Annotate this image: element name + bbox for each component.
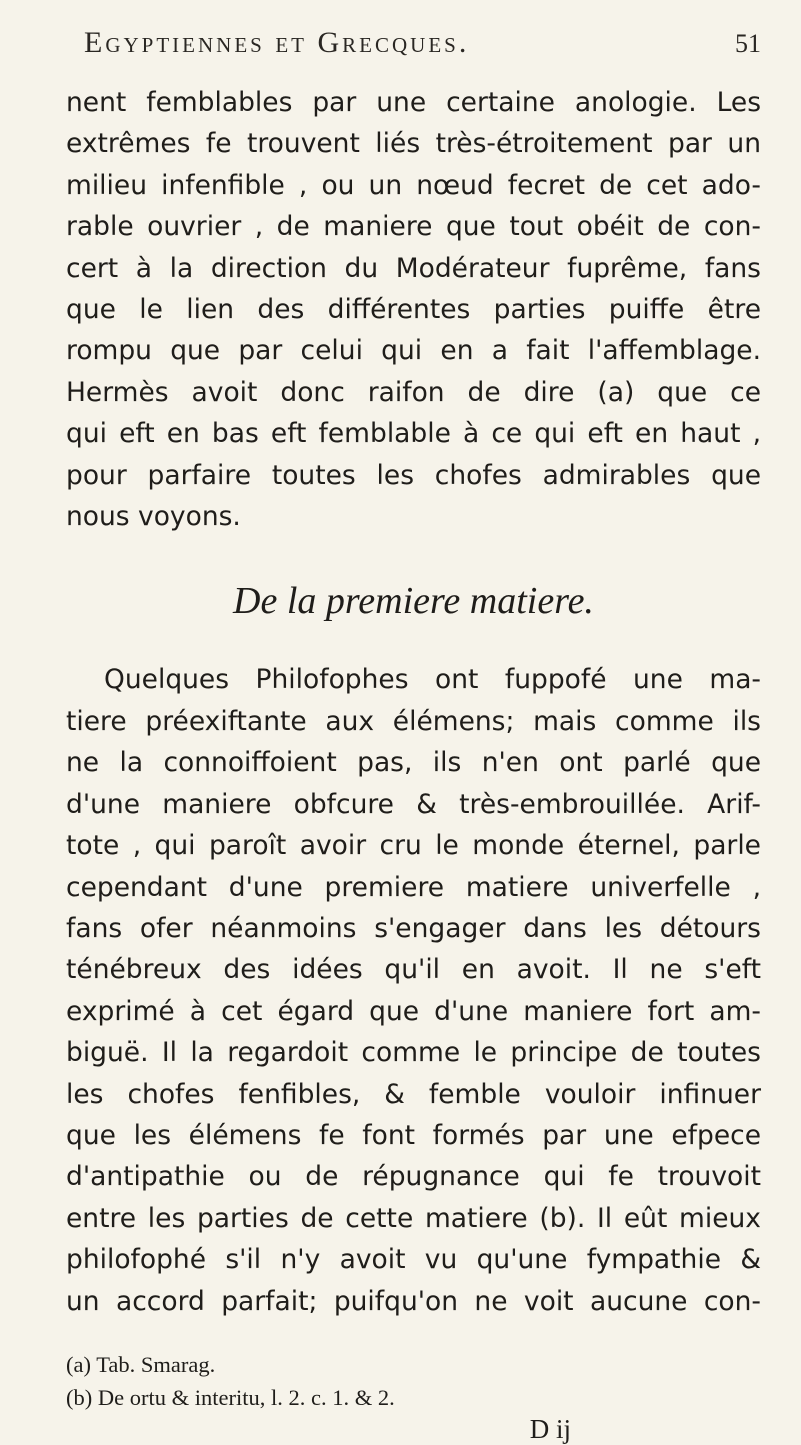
text-line: Hermès avoit donc raifon de dire (a) que ce xyxy=(66,376,761,408)
text-line: cert à la direction du Modérateur fuprême, fans xyxy=(66,252,761,284)
paragraph-1 xyxy=(66,82,761,537)
paragraph-2 xyxy=(66,659,761,1322)
text-line: les chofes fenfibles, & femble vouloir infinuer xyxy=(66,1078,761,1110)
running-head-title: Egyptiennes et Grecques. xyxy=(84,26,470,59)
text-line: d'antipathie ou de répugnance qui fe trouvoit xyxy=(66,1161,761,1193)
footnote-a: (a) Tab. Smarag. xyxy=(66,1351,216,1377)
text-line: d'une maniere obfcure & très-embrouillée. Arif- xyxy=(66,788,761,820)
text-line: tiere préexiftante aux élémens; mais comme ils xyxy=(66,705,761,737)
text-line: pour parfaire toutes les chofes admirables que xyxy=(66,459,761,491)
text-line: entre les parties de cette matiere (b). Il eût mieux xyxy=(66,1202,761,1234)
page-number: 51 xyxy=(735,29,761,58)
text-line: ne la connoiffoient pas, ils n'en ont parlé que xyxy=(66,747,761,779)
text-line: milieu infenfible , ou un nœud fecret de cet ado- xyxy=(66,169,761,201)
text-line: extrêmes fe trouvent liés très-étroitement par un xyxy=(66,128,761,160)
text-line: nent femblables par une certaine anologie. Les xyxy=(66,87,761,118)
section-heading: De la premiere matiere. xyxy=(233,580,594,623)
text-line: que le lien des différentes parties puiffe être xyxy=(66,294,761,326)
footnotes xyxy=(66,1348,761,1414)
text-line: nous voyons. xyxy=(66,501,241,533)
footnote-b: (b) De ortu & interitu, l. 2. c. 1. & 2. xyxy=(66,1384,395,1410)
text-line: tote , qui paroît avoir cru le monde éternel, parle xyxy=(66,830,761,862)
text-line: fans ofer néanmoins s'engager dans les détours xyxy=(66,912,761,944)
text-line: ténébreux des idées qu'il en avoit. Il ne s'eft xyxy=(66,954,761,986)
text-line: rompu que par celui qui en a fait l'affemblage. xyxy=(66,335,761,367)
text-line: Quelques Philofophes ont fuppofé une ma- xyxy=(104,664,761,696)
text-line: philofophé s'il n'y avoit vu qu'une fympathie & xyxy=(66,1244,761,1276)
text-line: exprimé à cet égard que d'une maniere fort am- xyxy=(66,995,761,1027)
running-head xyxy=(84,26,761,74)
signature-mark: D ij xyxy=(529,1413,571,1444)
text-line: qui eft en bas eft femblable à ce qui eft en haut , xyxy=(66,418,761,450)
text-line: cependant d'une premiere matiere univerfelle , xyxy=(66,871,761,903)
text-line: rable ouvrier , de maniere que tout obéit de con- xyxy=(66,211,761,243)
text-line: que les élémens fe font formés par une efpece xyxy=(66,1119,761,1151)
text-line: biguë. Il la regardoit comme le principe de toutes xyxy=(66,1037,761,1069)
text-line: un accord parfait; puifqu'on ne voit aucune con- xyxy=(66,1285,761,1317)
